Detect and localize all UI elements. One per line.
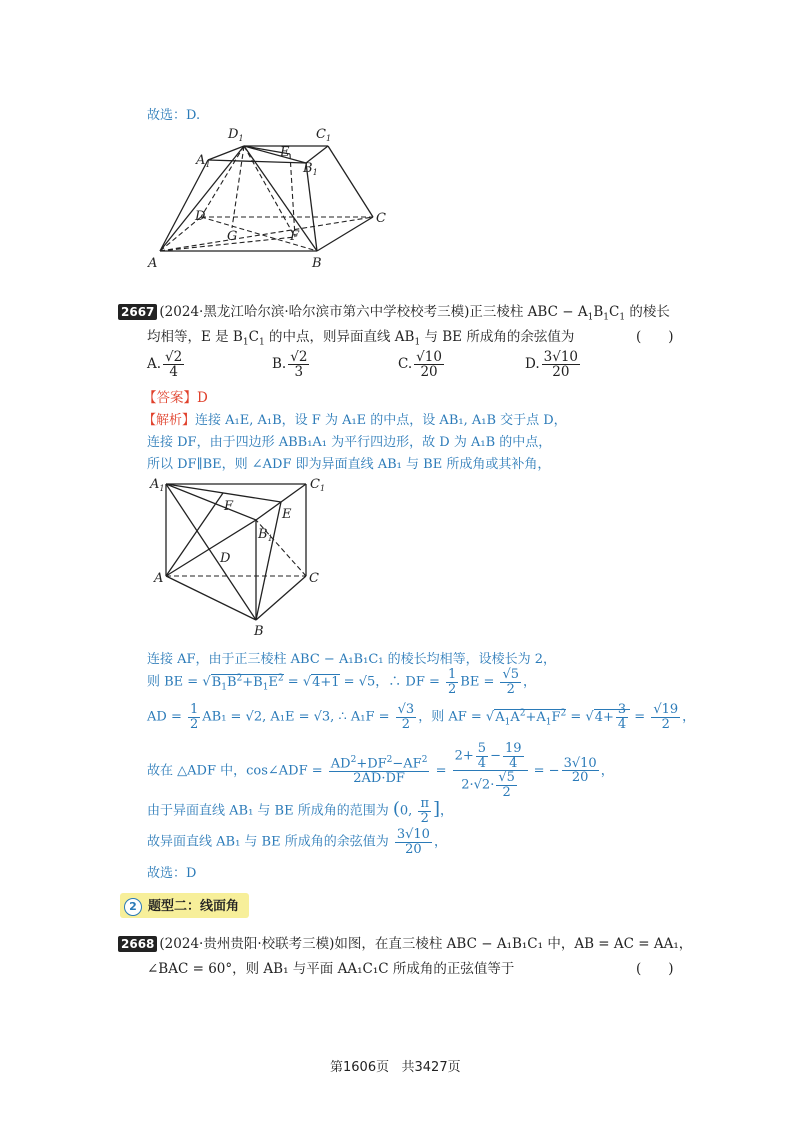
option-c: C. $\frac{√10}{20}$ — [398, 349, 442, 381]
solution-line3: AD = $\frac{1}{2}$ AB₁ = √2, A₁E = √3, ∴ A₁F = $\frac{√3}{2}$ ，则 AF = $√A_1A^2+A_1F^2 = √4+$ $\frac{3}{4}$ = $\frac{√19}{2}$ ， — [147, 702, 696, 732]
label-B-fig2: B — [254, 624, 264, 639]
option-d: D. $\frac{3√10}{20}$ — [525, 349, 579, 381]
label-A: A — [148, 256, 158, 271]
label-B1-fig2: $B_1$ — [258, 527, 273, 543]
label-F-fig2: F — [224, 499, 234, 514]
option-a: A. $\frac{√2}{4}$ — [147, 349, 183, 381]
label-E: E — [280, 145, 290, 160]
analysis-line1: 【解析】连接 A₁E, A₁B，设 F 为 A₁E 的中点，设 AB₁, A₁B 交于点 D， — [143, 413, 567, 428]
label-A-fig2: A — [154, 571, 164, 586]
question-source: (2024·黑龙江哈尔滨·哈尔滨市第六中学校校考三模) — [159, 304, 470, 320]
answer-line: 【答案】D — [143, 390, 208, 406]
solution-line4: 故在 △ADF 中，cos∠ADF = $\frac{AD^2+DF^2-AF^2}{2AD\cdot DF}$ = 2+ $\frac{5}{4}$ − $\frac{19}{4}$ 2·√2· $\frac{√5}{2}$ = − $\frac{3√10}{20}$ ， — [147, 741, 614, 800]
label-C1-fig2: $C_1$ — [310, 477, 326, 493]
question-number: 2667 — [118, 304, 157, 320]
question-2667-line1: 2667 (2024·黑龙江哈尔滨·哈尔滨市第六中学校校考三模)正三棱柱 ABC − $A_1B_1C_1$ 的棱长 — [118, 300, 670, 323]
page-number: 第1606页 — [330, 1060, 390, 1075]
section-header — [120, 893, 249, 918]
label-D: D — [195, 209, 206, 224]
label-F: F — [290, 229, 300, 244]
label-A1: $A_1$ — [196, 153, 211, 169]
label-G: G — [227, 229, 238, 244]
analysis-line3: 所以 DF∥BE，则 ∠ADF 即为异面直线 AB₁ 与 BE 所成角或其补角， — [147, 457, 551, 472]
label-D-fig2: D — [220, 551, 231, 566]
solution-line2: 则 BE = $√B_1B^2+B_1E^2 = √4+1 = √5$，∴ DF = $\frac{1}{2}$ BE = $\frac{√5}{2}$ ， — [147, 667, 537, 697]
section-number: 2 — [124, 898, 142, 916]
answer-paren-2668: ( ) — [636, 961, 674, 977]
option-b: B. $\frac{√2}{3}$ — [272, 349, 308, 381]
section-title: 题型二：线面角 — [148, 899, 240, 914]
answer-paren: ( ) — [636, 329, 674, 345]
question-number-2668: 2668 — [118, 936, 157, 952]
label-B: B — [312, 256, 322, 271]
solution-line6: 故异面直线 AB₁ 与 BE 所成角的余弦值为 $\frac{3√10}{20}$ ， — [147, 827, 447, 857]
prev-answer: 故选：D. — [147, 108, 201, 123]
question-2667-line2: 均相等，E 是 $B_1C_1$ 的中点，则异面直线 $AB_1$ 与 BE 所成角的余弦值为 — [147, 329, 575, 348]
analysis-line2: 连接 DF，由于四边形 ABB₁A₁ 为平行四边形，故 D 为 A₁B 的中点， — [147, 435, 552, 450]
solution-line1: 连接 AF，由于正三棱柱 ABC − A₁B₁C₁ 的棱长均相等，设棱长为 2， — [147, 652, 557, 667]
question-2668-line2: ∠BAC = 60°，则 AB₁ 与平面 AA₁C₁C 所成角的正弦值等于 — [147, 961, 515, 977]
solution-final: 故选：D — [147, 866, 197, 881]
solution-line5: 由于异面直线 AB₁ 与 BE 所成角的范围为 (0, $\frac{\pi}{2}$ ]， — [147, 796, 454, 826]
label-C1: $C_1$ — [316, 127, 332, 143]
label-D1: $D_1$ — [228, 127, 244, 143]
label-C-fig2: C — [309, 571, 319, 586]
label-B1: $B_1$ — [303, 161, 318, 177]
prism-figure — [140, 470, 340, 640]
label-C: C — [376, 211, 386, 226]
page-footer — [330, 1056, 461, 1075]
label-E-fig2: E — [282, 507, 292, 522]
label-A1-fig2: $A_1$ — [150, 477, 165, 493]
frustum-figure — [140, 120, 400, 275]
question-2668-line1: 2668 (2024·贵州贵阳·校联考三模)如图，在直三棱柱 ABC − A₁B₁C₁ 中，AB = AC = AA₁， — [118, 932, 692, 952]
total-pages: 共3427页 — [401, 1060, 461, 1075]
